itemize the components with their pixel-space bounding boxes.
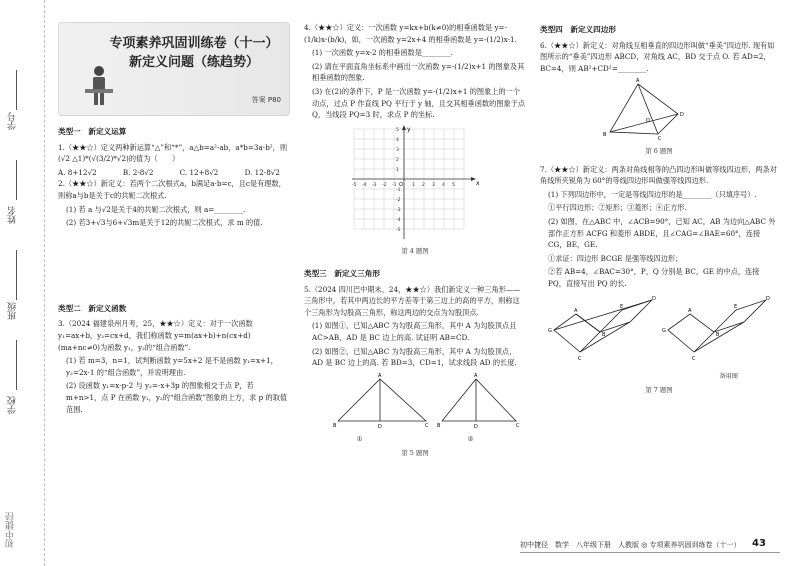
margin-divider (16, 160, 17, 200)
figure-5-caption: 第 5 题图 (401, 448, 429, 457)
question-4: 4.（★★☆）定义：一次函数 y=kx+b(k≠0)的相垂函数是 y=-(1/k)x-(b/k)，如，一次函数 y=2x+4 的相垂函数是 y=-(1/2)x-1. (304, 23, 517, 44)
y-tick-label: 2 (396, 157, 399, 163)
footer-rule (520, 552, 780, 553)
y-tick-label: -5 (396, 227, 401, 233)
section-heading: 类型二 新定义函数 (58, 303, 127, 313)
question-7-part-1-options: ①平行四边形；②矩形；③菱形；④正方形. (548, 203, 687, 213)
figure-5-label-1: ① (356, 435, 363, 444)
option-b: B. 2-8√2 (122, 167, 154, 177)
title-banner (58, 22, 290, 116)
svg-text:C: C (692, 355, 696, 362)
svg-text:D: D (474, 423, 478, 430)
figure-6-caption: 第 6 题图 (645, 146, 673, 155)
x-tick-label: 3 (432, 182, 435, 188)
svg-text:C: C (658, 136, 662, 141)
svg-text:x: x (476, 179, 480, 187)
page-subtitle: 新定义问题（练趋势） (128, 55, 259, 70)
y-tick-label: 5 (396, 127, 399, 133)
svg-text:D: D (680, 112, 684, 119)
figure-7-diagrams (540, 292, 778, 368)
question-7-part-2-ii: ②若 AB=4，∠BAC=30°，P，Q 分别是 BC，GE 的中点，连接 PQ，直接写出 PQ 的长. (548, 267, 760, 288)
svg-text:B: B (602, 331, 606, 338)
figure-5-label-2: ② (467, 435, 474, 444)
svg-text:A: A (474, 372, 478, 379)
section-heading: 类型一 新定义运算 (58, 127, 127, 136)
y-tick-label: 1 (396, 167, 399, 173)
question-3: 3.（2024 福建泉州月考，25，★★☆）定义：对于一次函数 y₁=ax+b，y₂=cx+d，我们称函数 y=m(ax+b)+n(cx+d)(ma+nc≠0)为函数 y₁，y₂的“组合函数”. (58, 319, 253, 352)
column-right (540, 22, 778, 396)
question-2: 2.（★★☆）新定义：若两个二次根式a，b满足a·b=c，且c是有理数，则称a与b是关于c的共轭二次根式. (58, 179, 286, 200)
margin-divider (16, 70, 17, 110)
svg-text:E: E (620, 303, 624, 310)
y-tick-label: -3 (396, 207, 401, 213)
option-a: A. 8+12√2 (58, 167, 97, 177)
section-heading: 类型四 新定义四边形 (540, 25, 616, 34)
question-3-part-2: (2) 设函数 y₁=x-p-2 与 y₂=-x+3p 的图象相交于点 P，若 m+n>1，点 P 在函数 y₁，y₂的“组合函数”图象的上方，求 p 的取值范围. (66, 381, 288, 414)
question-4-part-3: (3) 在(2)的条件下，P 是一次函数 y=-(1/2)x+1 的图象上的一个动点，过点 P 作直线 PQ 平行于 y 轴，且交其相垂函数的图象于点 Q，当线段 PQ=3 时，求点 P 的坐标. (312, 86, 526, 120)
y-tick-label: -4 (396, 217, 401, 223)
brand-logo: 初中捷径 (6, 512, 16, 548)
x-tick-label: 4 (442, 182, 445, 188)
margin-divider (16, 250, 17, 300)
question-4-part-1: (1) 一次函数 y=x-2 的相垂函数是________. (312, 48, 453, 58)
page-footer: 初中捷径 数学 八年级下册 人教版 ◎ 专项素养巩固训练卷（十一） (520, 541, 741, 549)
margin-label-school: 学校 (8, 396, 18, 414)
column-left (58, 22, 290, 417)
svg-text:B: B (603, 132, 607, 139)
question-3-part-1: (1) 若 m=3，n=1，试判断函数 y=5x+2 是不是函数 y₁=x+1，y₂=2x-1 的“组合函数”，并说明理由. (66, 356, 278, 377)
question-7-part-2: (2) 如图，在△ABC 中，∠ACB=90°，已知 AC，AB 为边向△ABC 外部作正方形 ACFG 和菱形 ABDE，且∠CAG=∠BAE=60°，连接 CG，BE，GE. (548, 216, 776, 250)
x-tick-label: 1 (412, 182, 415, 188)
binding-margin (0, 0, 45, 566)
svg-text:y: y (407, 125, 411, 133)
section-heading: 类型三 新定义三角形 (304, 268, 380, 278)
question-4-part-2: (2) 请在平面直角坐标系中画出一次函数 y=-(1/2)x+1 的图象及其相垂函数的图象. (312, 61, 525, 83)
page-title: 专项素养巩固训练卷（十一） (109, 36, 279, 51)
svg-text:A: A (688, 307, 692, 314)
figure-6-quadrilateral (540, 76, 778, 140)
x-tick-label: 5 (452, 182, 455, 188)
answer-page-ref: 答案 P80 (251, 96, 281, 105)
svg-text:A: A (636, 78, 640, 85)
figure-7-backup-label: 备用图 (719, 373, 738, 381)
y-tick-label: -1 (396, 187, 401, 193)
column-middle (304, 22, 526, 459)
x-tick-label: 2 (422, 182, 425, 188)
student-illustration-icon (81, 63, 117, 107)
margin-divider (16, 340, 17, 390)
figure-5-triangles (304, 371, 526, 431)
question-5-part-1: (1) 如图①，已知△ABC 为勾股高三角形，其中 A 为勾股顶点且 AC>AB，AD 是 BC 边上的高. 试证明 AB=CD. (312, 321, 517, 342)
svg-text:O: O (399, 181, 403, 188)
coordinate-grid-figure (304, 123, 526, 241)
y-tick-label: 4 (396, 137, 399, 143)
x-tick-label: -4 (362, 182, 367, 188)
svg-text:B: B (437, 422, 441, 429)
svg-text:A: A (574, 307, 578, 314)
question-2-part-1: (1) 若 a 与√2是关于4的共轭二次根式，则 a=________. (66, 204, 246, 214)
question-2-part-2: (2) 若3+√3与6+√3m是关于12的共轭二次根式，求 m 的值. (66, 218, 263, 228)
option-d: D. 12-8√2 (244, 167, 280, 177)
svg-text:C: C (516, 422, 520, 429)
figure-5-sublabels (304, 434, 526, 446)
x-tick-label: -2 (382, 182, 387, 188)
svg-text:B: B (333, 422, 337, 429)
svg-text:E: E (734, 303, 738, 310)
question-5-part-2: (2) 如图②，已知△ABC 为勾股高三角形，其中 A 为勾股顶点，AD 是 BC 边上的高. 若 BD=3，CD=1，试求线段 AD 的长度. (312, 346, 517, 368)
svg-text:C: C (425, 422, 429, 429)
x-tick-label: -1 (392, 182, 397, 188)
svg-text:D: D (766, 295, 770, 302)
question-1: 1.（★★☆）定义两种新运算“△”和“*”，a△b=a²-ab，a*b=3a-b²，则(√2 △1)*(√(3/2)*√2)的值为（ ） (58, 142, 288, 164)
svg-text:D: D (378, 423, 382, 430)
margin-label-student-id: 学号 (8, 112, 18, 130)
svg-text:G: G (662, 327, 666, 334)
question-6: 6.（★★☆）新定义：对角线互相垂直的四边形叫做“垂美”四边形. 现有如图所示的“垂美”四边形 ABCD，对角线 AC，BD 交于点 O. 若 AD=2，BC=4，则 AB²+CD²=________. (540, 40, 775, 73)
x-tick-label: -5 (352, 182, 357, 188)
y-tick-label: -2 (396, 197, 401, 203)
question-7-part-2-i: ①求证：四边形 BCGE 是强等线四边形； (548, 253, 683, 263)
svg-text:C: C (578, 355, 582, 362)
y-tick-label: 3 (396, 147, 399, 153)
answer-space (58, 231, 290, 293)
question-1-options (58, 167, 290, 179)
margin-label-class: 班级 (8, 302, 18, 320)
question-7-part-1: (1) 下列四边形中，一定是等线四边形的是________（只填序号）. (548, 189, 757, 199)
svg-text:A: A (378, 372, 382, 379)
svg-text:O: O (646, 118, 650, 125)
page-number: 43 (752, 538, 766, 549)
option-c: C. 12+8√2 (179, 167, 219, 177)
question-5: 5.（2024 四川巴中期末，24，★★☆）我们新定义一种三角形——三角形中，若其中两边长的平方差等于第三边上的高的平方，则称这个三角形为勾股高三角形，称这两边的交点为勾股顶点. (304, 284, 521, 317)
svg-text:G: G (548, 327, 552, 334)
question-7: 7.（★★☆）新定义：两条对角线相等的凸四边形叫做等线四边形，两条对角线所夹锐角为 60°的等线四边形叫做强等线四边形. (540, 164, 777, 186)
svg-text:B: B (716, 331, 720, 338)
figure-4-caption: 第 4 题图 (401, 247, 429, 256)
margin-label-name: 姓名 (8, 206, 18, 224)
x-tick-label: -3 (372, 182, 377, 188)
figure-7-caption: 第 7 题图 (645, 385, 673, 394)
svg-text:D: D (652, 295, 656, 302)
